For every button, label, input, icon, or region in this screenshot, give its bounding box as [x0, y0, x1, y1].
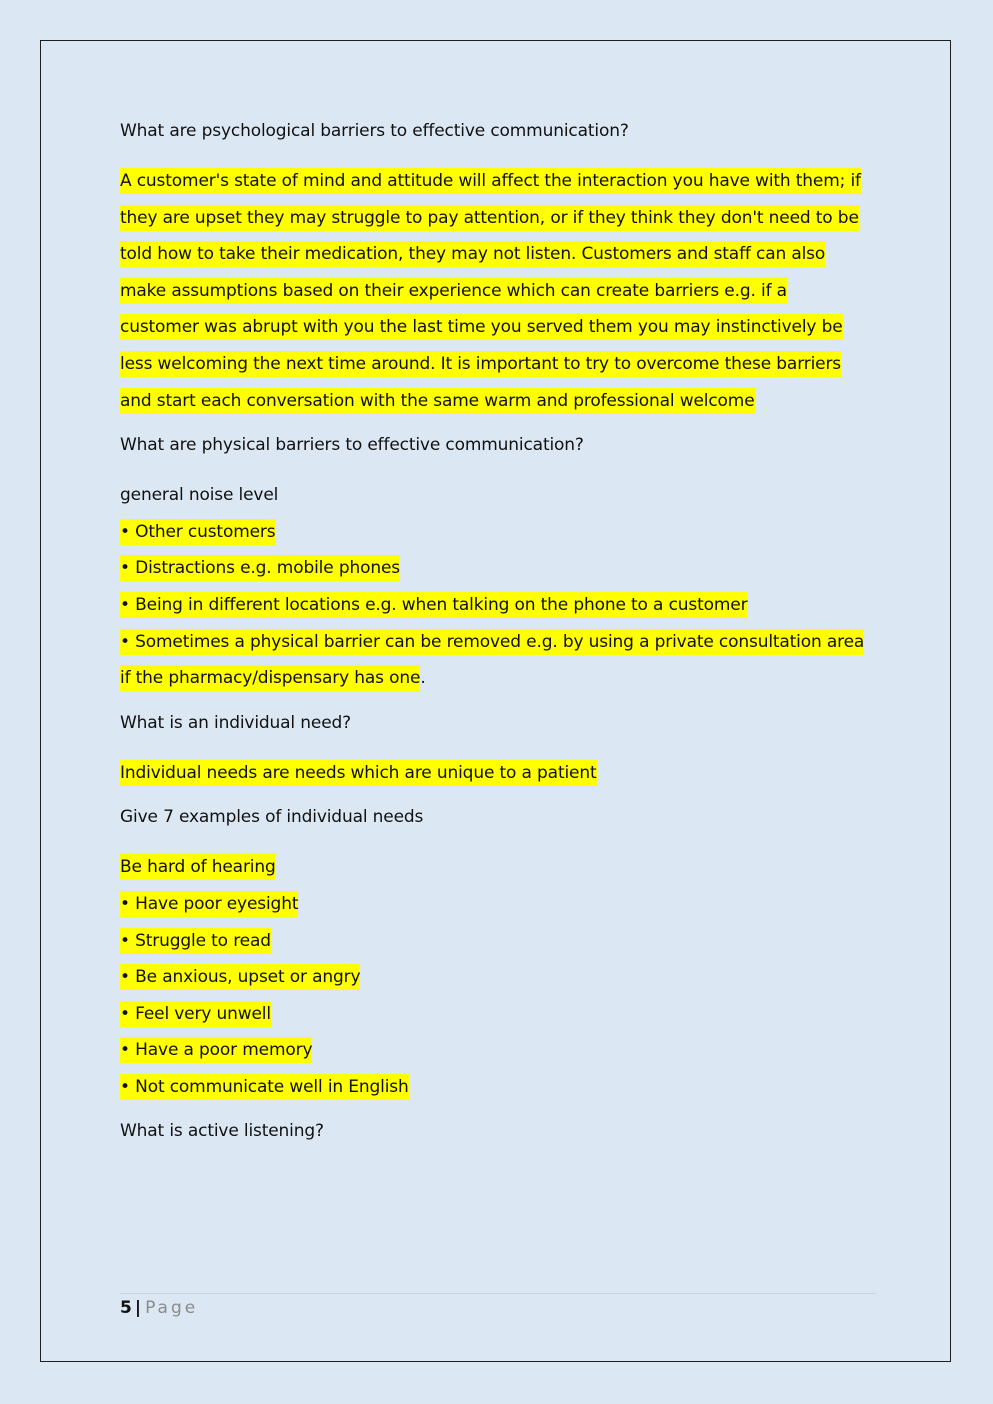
answer-line: Individual needs are needs which are unique to a patient — [120, 755, 880, 792]
answer-individual-need — [120, 755, 880, 792]
individual-needs-list — [120, 849, 880, 1105]
list-item: • Distractions e.g. mobile phones — [120, 550, 880, 587]
list-item: • Struggle to read — [120, 923, 880, 960]
question-psychological-barriers: What are psychological barriers to effective communication? — [120, 121, 629, 141]
answer-line: they are upset they may struggle to pay attention, or if they think they don't need to be — [120, 200, 880, 237]
list-item: Be hard of hearing — [120, 849, 880, 886]
page-footer — [120, 1296, 198, 1320]
question-individual-need: What is an individual need? — [120, 712, 352, 733]
list-item: • Feel very unwell — [120, 996, 880, 1033]
list-item: if the pharmacy/dispensary has one. — [120, 660, 880, 697]
list-item: • Other customers — [120, 514, 880, 551]
page-label: Page — [145, 1298, 199, 1318]
answer-line: and start each conversation with the same warm and professional welcome — [120, 383, 880, 420]
question-individual-needs-examples: Give 7 examples of individual needs — [120, 807, 424, 828]
answer-line: make assumptions based on their experience which can create barriers e.g. if a — [120, 273, 880, 310]
list-item: general noise level — [120, 485, 279, 506]
answer-line: A customer's state of mind and attitude will affect the interaction you have with them; if — [120, 163, 880, 200]
page-number: 5 — [120, 1298, 132, 1318]
list-item: • Sometimes a physical barrier can be removed e.g. by using a private consultation area — [120, 624, 880, 661]
answer-line: customer was abrupt with you the last time you served them you may instinctively be — [120, 309, 880, 346]
answer-line: told how to take their medication, they may not listen. Customers and staff can also — [120, 236, 880, 273]
answer-line: less welcoming the next time around. It is important to try to overcome these barriers — [120, 346, 880, 383]
list-item: • Have a poor memory — [120, 1032, 880, 1069]
list-item: • Being in different locations e.g. when talking on the phone to a customer — [120, 587, 880, 624]
list-item: • Be anxious, upset or angry — [120, 959, 880, 996]
question-physical-barriers: What are physical barriers to effective communication? — [120, 435, 584, 456]
page-separator: | — [134, 1298, 142, 1318]
answer-psychological-barriers — [120, 163, 880, 419]
question-active-listening: What is active listening? — [120, 1121, 324, 1142]
document-body — [120, 118, 880, 1168]
list-item: • Not communicate well in English — [120, 1069, 880, 1106]
physical-barriers-list — [120, 477, 880, 697]
footer-divider — [120, 1293, 876, 1294]
list-item: • Have poor eyesight — [120, 886, 880, 923]
